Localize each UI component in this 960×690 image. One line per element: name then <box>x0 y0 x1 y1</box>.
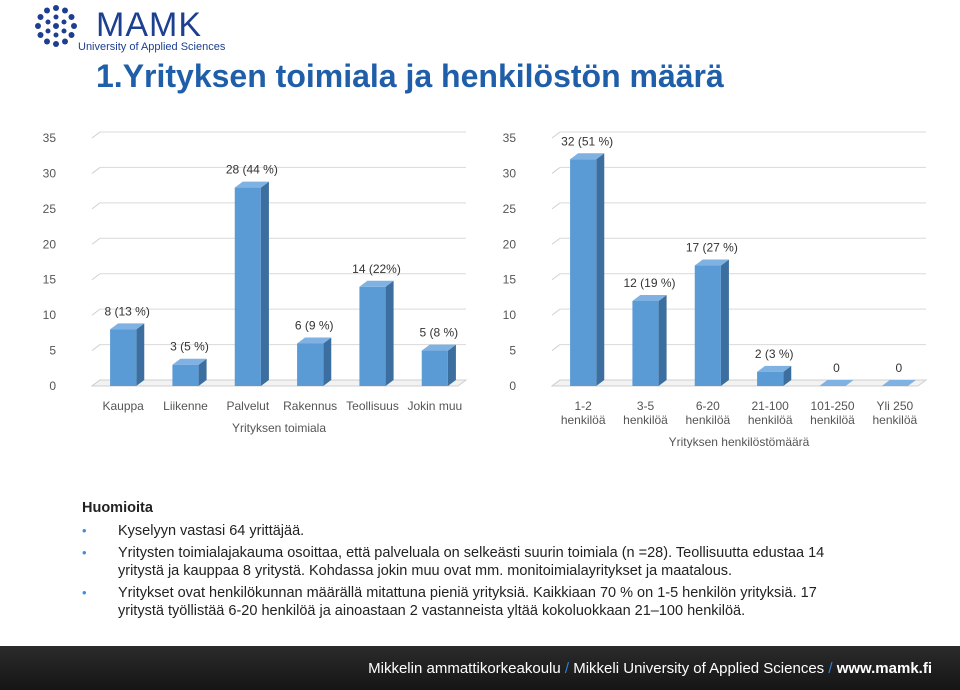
bar <box>172 365 198 386</box>
gridline-depth <box>92 309 100 315</box>
x-tick-label: henkilöä <box>623 413 668 427</box>
chart-henkilosto <box>490 128 940 453</box>
y-tick-label: 30 <box>502 166 516 181</box>
data-label: 8 (13 %) <box>104 304 150 319</box>
bullet-icon: • <box>82 523 87 538</box>
y-tick-label: 35 <box>502 131 516 145</box>
x-tick-label: 1-2 <box>574 399 592 413</box>
x-tick-label: Jokin muu <box>407 399 463 413</box>
bar <box>422 351 448 386</box>
y-tick-label: 25 <box>502 201 516 216</box>
notes-heading: Huomioita <box>82 500 153 516</box>
x-tick-label: Rakennus <box>283 399 338 413</box>
y-tick-label: 0 <box>509 379 516 393</box>
notes-section <box>82 500 852 624</box>
data-label: 14 (22%) <box>352 261 401 276</box>
list-item <box>82 544 852 580</box>
footer-separator: / <box>564 660 570 677</box>
data-label: 17 (27 %) <box>685 240 738 255</box>
list-item <box>82 584 852 620</box>
gridline-depth <box>92 274 100 280</box>
gridline-depth <box>552 274 560 280</box>
y-tick-label: 15 <box>42 272 56 287</box>
x-tick-label: 101-250 <box>810 399 855 413</box>
footer-bar <box>0 646 960 690</box>
x-tick-label: 6-20 <box>695 399 720 413</box>
gridline-depth <box>552 203 560 209</box>
gridline-depth <box>92 132 100 138</box>
bar <box>570 159 596 386</box>
x-tick-label: henkilöä <box>747 413 793 427</box>
data-label: 5 (8 %) <box>419 325 459 340</box>
bullet-icon: • <box>82 545 87 560</box>
logo-mark-icon <box>34 4 78 48</box>
x-tick-label: 21-100 <box>751 399 789 413</box>
data-label: 32 (51 %) <box>561 134 614 149</box>
chart-henkilosto-svg <box>490 128 940 448</box>
bar <box>297 343 323 386</box>
data-label: 12 (19 %) <box>623 275 676 290</box>
bar-side <box>596 153 604 386</box>
data-label: 0 <box>895 361 903 375</box>
logo-name: MAMK <box>96 6 202 44</box>
gridline-depth <box>552 238 560 244</box>
x-tick-label: henkilöä <box>560 413 606 427</box>
x-tick-label: henkilöä <box>810 413 855 427</box>
bar <box>235 188 261 386</box>
bar <box>110 329 136 386</box>
x-tick-label: Kauppa <box>102 399 144 413</box>
notes-list <box>82 522 852 620</box>
chart-floor <box>552 380 926 386</box>
bar-side <box>386 281 394 386</box>
y-tick-label: 0 <box>49 379 56 393</box>
logo <box>34 4 234 52</box>
x-tick-label: Teollisuus <box>346 399 399 413</box>
bar-side <box>721 260 729 386</box>
gridline-depth <box>552 167 560 173</box>
x-tick-label: henkilöä <box>872 413 918 427</box>
y-tick-label: 20 <box>502 237 516 252</box>
chart-toimiala-svg <box>30 128 480 448</box>
data-label: 2 (3 %) <box>754 346 794 361</box>
y-tick-label: 15 <box>502 272 516 287</box>
footer-link[interactable]: www.mamk.fi <box>836 660 932 677</box>
bar <box>695 266 721 386</box>
x-axis-title: Yrityksen henkilöstömäärä <box>668 435 810 448</box>
note-text: Yritykset ovat henkilökunnan määrällä mitattuna pieniä yrityksiä. Kaikkiaan 70 % on 1-5 henkilön yrityksiä. 17 yritystä työllistää 6-20 henkilöä ja ainoastaan 2 vastanneista yltää kokoluokkaan 21–100 henkilöä. <box>118 585 817 619</box>
gridline-depth <box>552 309 560 315</box>
footer-text <box>368 660 932 677</box>
bar <box>632 301 658 386</box>
y-tick-label: 35 <box>42 131 56 145</box>
data-label: 6 (9 %) <box>294 318 334 333</box>
bullet-icon: • <box>82 585 87 600</box>
chart-floor <box>92 380 466 386</box>
data-label: 3 (5 %) <box>170 339 209 354</box>
y-tick-label: 25 <box>42 201 56 216</box>
x-tick-label: henkilöä <box>685 413 731 427</box>
list-item <box>82 522 852 540</box>
note-text: Yritysten toimialajakauma osoittaa, että palveluala on selkeästi suurin toimiala (n =28). Teollisuutta edustaa 14 yritystä ja kauppaa 8 yritystä. Kohdassa jokin muu ovat mm. monitoimialayritykset ja maatalous. <box>118 545 825 579</box>
y-tick-label: 10 <box>42 308 56 323</box>
page-title: 1.Yrityksen toimiala ja henkilöstön määrä <box>96 58 724 94</box>
x-tick-label: Liikenne <box>163 399 208 413</box>
chart-toimiala <box>30 128 480 453</box>
x-tick-label: Palvelut <box>226 399 270 413</box>
gridline-depth <box>92 345 100 351</box>
gridline-depth <box>92 167 100 173</box>
bar-side <box>659 295 667 386</box>
bar <box>359 287 385 386</box>
gridline-depth <box>552 345 560 351</box>
footer-org-en: Mikkeli University of Applied Sciences <box>573 660 825 677</box>
x-tick-label: 3-5 <box>636 399 655 413</box>
bar <box>757 372 783 386</box>
y-tick-label: 5 <box>49 343 56 358</box>
gridline-depth <box>552 132 560 138</box>
footer-separator: / <box>828 660 833 677</box>
data-label: 28 (44 %) <box>225 162 278 177</box>
y-tick-label: 20 <box>42 237 56 252</box>
footer-org-fi: Mikkelin ammattikorkeakoulu <box>368 660 561 677</box>
gridline-depth <box>92 203 100 209</box>
bar-side <box>323 337 331 386</box>
bar-side <box>448 345 456 386</box>
bar-side <box>136 323 144 386</box>
gridline-depth <box>92 238 100 244</box>
note-text: Kyselyyn vastasi 64 yrittäjää. <box>118 523 305 539</box>
x-axis-title: Yrityksen toimiala <box>231 421 327 435</box>
logo-subtitle: University of Applied Sciences <box>78 41 226 53</box>
y-tick-label: 5 <box>509 343 516 358</box>
y-tick-label: 30 <box>42 166 56 181</box>
bar-side <box>261 182 269 386</box>
data-label: 0 <box>833 361 840 375</box>
y-tick-label: 10 <box>502 308 516 323</box>
x-tick-label: Yli 250 <box>876 399 914 413</box>
